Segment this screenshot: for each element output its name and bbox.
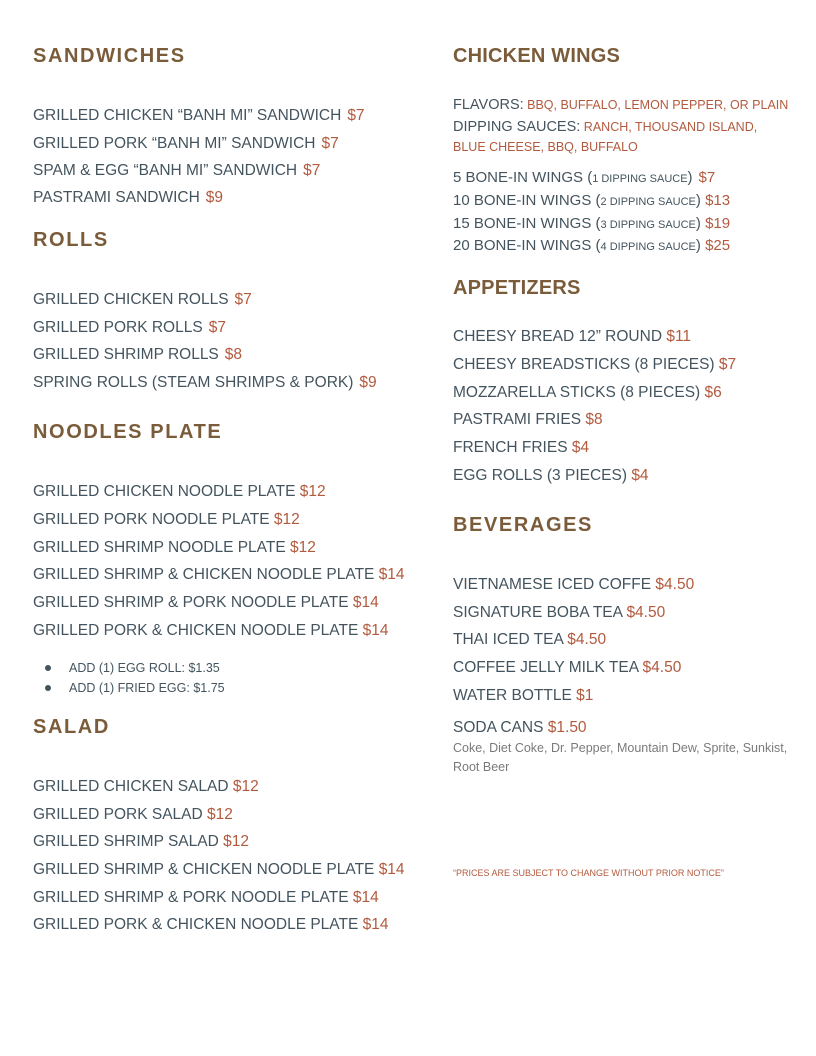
menu-item: FRENCH FRIES $4 bbox=[453, 439, 590, 456]
menu-item: GRILLED SHRIMP & PORK NOODLE PLATE $14 bbox=[33, 889, 379, 906]
menu-item: GRILLED CHICKEN SALAD $12 bbox=[33, 778, 259, 795]
noodles-heading: NOODLES PLATE bbox=[33, 421, 223, 443]
menu-item: GRILLED SHRIMP ROLLS $8 bbox=[33, 346, 243, 363]
rolls-heading: ROLLS bbox=[33, 229, 109, 251]
menu-item: SIGNATURE BOBA TEA $4.50 bbox=[453, 604, 666, 621]
menu-item: SODA CANS $1.50 bbox=[453, 719, 587, 736]
menu-item: CHEESY BREAD 12” ROUND $11 bbox=[453, 328, 692, 345]
menu-item: VIETNAMESE ICED COFFE $4.50 bbox=[453, 576, 695, 593]
dipping-sauces-line-2: BLUE CHEESE, BBQ, BUFFALO bbox=[453, 140, 638, 154]
menu-item: GRILLED SHRIMP NOODLE PLATE $12 bbox=[33, 539, 316, 556]
menu-item: WATER BOTTLE $1 bbox=[453, 687, 594, 704]
menu-item: 5 BONE-IN WINGS (1 DIPPING SAUCE) $7 bbox=[453, 169, 716, 186]
addon-list bbox=[33, 658, 225, 698]
salad-heading: SALAD bbox=[33, 716, 110, 738]
menu-item: GRILLED SHRIMP & CHICKEN NOODLE PLATE $14 bbox=[33, 566, 405, 583]
menu-item: GRILLED PORK “BANH MI” SANDWICH $7 bbox=[33, 135, 339, 152]
menu-item: SPRING ROLLS (STEAM SHRIMPS & PORK) $9 bbox=[33, 374, 377, 391]
appetizers-heading: APPETIZERS bbox=[453, 277, 581, 299]
price-disclaimer: “PRICES ARE SUBJECT TO CHANGE WITHOUT PRIOR NOTICE” bbox=[453, 868, 724, 878]
menu-item: MOZZARELLA STICKS (8 PIECES) $6 bbox=[453, 384, 722, 401]
menu-item: GRILLED PORK NOODLE PLATE $12 bbox=[33, 511, 300, 528]
sandwiches-heading: SANDWICHES bbox=[33, 45, 186, 67]
bullet-icon bbox=[45, 685, 51, 691]
menu-item: GRILLED SHRIMP & PORK NOODLE PLATE $14 bbox=[33, 594, 379, 611]
menu-item: GRILLED SHRIMP & CHICKEN NOODLE PLATE $14 bbox=[33, 861, 405, 878]
menu-item: THAI ICED TEA $4.50 bbox=[453, 631, 607, 648]
menu-item: COFFEE JELLY MILK TEA $4.50 bbox=[453, 659, 682, 676]
list-item: ADD (1) EGG ROLL: $1.35 bbox=[33, 658, 225, 678]
menu-item: GRILLED PORK & CHICKEN NOODLE PLATE $14 bbox=[33, 916, 389, 933]
beverages-heading: BEVERAGES bbox=[453, 514, 593, 536]
menu-item: EGG ROLLS (3 PIECES) $4 bbox=[453, 467, 649, 484]
menu-item: GRILLED CHICKEN NOODLE PLATE $12 bbox=[33, 483, 326, 500]
menu-item: PASTRAMI FRIES $8 bbox=[453, 411, 603, 428]
list-item: ADD (1) FRIED EGG: $1.75 bbox=[33, 678, 225, 698]
dipping-sauces-line: DIPPING SAUCES: RANCH, THOUSAND ISLAND, bbox=[453, 119, 758, 135]
menu-item: GRILLED PORK & CHICKEN NOODLE PLATE $14 bbox=[33, 622, 389, 639]
menu-item: GRILLED PORK SALAD $12 bbox=[33, 806, 233, 823]
bullet-icon bbox=[45, 665, 51, 671]
menu-item: GRILLED CHICKEN “BANH MI” SANDWICH $7 bbox=[33, 107, 365, 124]
menu-item: PASTRAMI SANDWICH $9 bbox=[33, 189, 224, 206]
menu-item: 20 BONE-IN WINGS (4 DIPPING SAUCE) $25 bbox=[453, 237, 731, 254]
menu-item: GRILLED PORK ROLLS $7 bbox=[33, 319, 226, 336]
menu-item: 15 BONE-IN WINGS (3 DIPPING SAUCE) $19 bbox=[453, 215, 731, 232]
menu-item: SPAM & EGG “BANH MI” SANDWICH $7 bbox=[33, 162, 321, 179]
flavors-line: FLAVORS: BBQ, BUFFALO, LEMON PEPPER, OR PLAIN bbox=[453, 97, 789, 113]
soda-flavors: Coke, Diet Coke, Dr. Pepper, Mountain Dew, Sprite, Sunkist, Root Beer bbox=[453, 741, 788, 774]
wings-heading: CHICKEN WINGS bbox=[453, 45, 621, 67]
menu-item: GRILLED SHRIMP SALAD $12 bbox=[33, 833, 249, 850]
menu-item: CHEESY BREADSTICKS (8 PIECES) $7 bbox=[453, 356, 737, 373]
menu-item: GRILLED CHICKEN ROLLS $7 bbox=[33, 291, 252, 308]
menu-item: 10 BONE-IN WINGS (2 DIPPING SAUCE) $13 bbox=[453, 192, 731, 209]
